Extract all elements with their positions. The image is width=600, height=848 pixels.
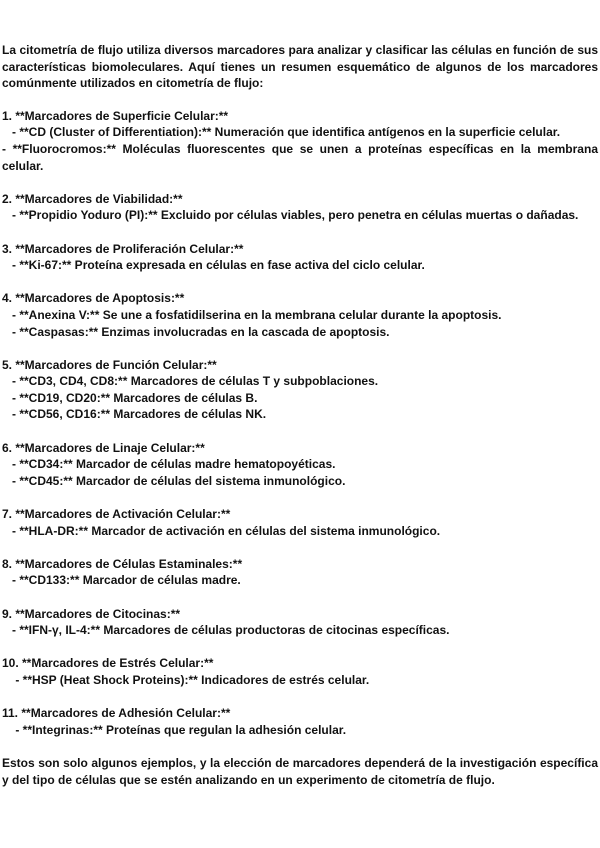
section-heading: 10. **Marcadores de Estrés Celular:** (2, 656, 214, 671)
section-heading: 9. **Marcadores de Citocinas:** (2, 606, 181, 621)
section-heading: 3. **Marcadores de Proliferación Celular:** (2, 241, 244, 256)
section-heading: 4. **Marcadores de Apoptosis:** (2, 291, 185, 306)
list-item: - **HSP (Heat Shock Proteins):** Indicadores de estrés celular. (2, 672, 370, 687)
document-body (2, 42, 598, 788)
section-heading: 2. **Marcadores de Viabilidad:** (2, 191, 183, 206)
section-7 (2, 506, 598, 539)
list-item: - **Propidio Yoduro (PI):** Excluido por células viables, pero penetra en células muertas o dañadas. (2, 208, 579, 223)
list-item: - **CD34:** Marcador de células madre hematopoyéticas. (2, 457, 336, 472)
list-item: - **Ki-67:** Proteína expresada en células en fase activa del ciclo celular. (2, 258, 425, 273)
section-9 (2, 606, 598, 639)
list-item: - **CD56, CD16:** Marcadores de células NK. (2, 407, 267, 422)
section-8 (2, 556, 598, 589)
list-item: - **CD (Cluster of Differentiation):** Numeración que identifica antígenos en la superficie celular. (2, 125, 561, 140)
section-4 (2, 290, 598, 340)
section-heading: 5. **Marcadores de Función Celular:** (2, 357, 217, 372)
section-heading: 1. **Marcadores de Superficie Celular:** (2, 108, 229, 123)
list-item: - **Fluorocromos:** Moléculas fluorescentes que se unen a proteínas específicas en la membrana celular. (2, 141, 598, 173)
section-11 (2, 705, 598, 738)
section-6 (2, 440, 598, 490)
list-item: - **CD3, CD4, CD8:** Marcadores de células T y subpoblaciones. (2, 374, 379, 389)
intro-paragraph: La citometría de flujo utiliza diversos marcadores para analizar y clasificar las células en función de sus características biomoleculares. Aquí tienes un resumen esquemático de algunos de los marcadores comúnmente utilizados en citometría de flujo: (2, 43, 598, 91)
section-heading: 8. **Marcadores de Células Estaminales:** (2, 556, 243, 571)
section-10 (2, 655, 598, 688)
list-item: - **CD133:** Marcador de células madre. (2, 573, 241, 588)
list-item: - **Anexina V:** Se une a fosfatidilserina en la membrana celular durante la apoptosis. (2, 307, 502, 322)
closing-paragraph: Estos son solo algunos ejemplos, y la elección de marcadores dependerá de la investigación específica y del tipo de células que se estén analizando en un experimento de citometría de flujo. (2, 755, 598, 787)
list-item: - **Caspasas:** Enzimas involucradas en la cascada de apoptosis. (2, 324, 390, 339)
section-2 (2, 191, 598, 224)
list-item: - **Integrinas:** Proteínas que regulan la adhesión celular. (2, 722, 347, 737)
list-item: - **HLA-DR:** Marcador de activación en células del sistema inmunológico. (2, 523, 441, 538)
section-heading: 7. **Marcadores de Activación Celular:** (2, 507, 231, 522)
section-1 (2, 108, 598, 174)
section-heading: 6. **Marcadores de Linaje Celular:** (2, 440, 205, 455)
list-item: - **CD45:** Marcador de células del sistema inmunológico. (2, 473, 346, 488)
section-heading: 11. **Marcadores de Adhesión Celular:** (2, 706, 231, 721)
section-3 (2, 241, 598, 274)
list-item: - **IFN-γ, IL-4:** Marcadores de células productoras de citocinas específicas. (2, 623, 450, 638)
section-5 (2, 357, 598, 423)
list-item: - **CD19, CD20:** Marcadores de células B. (2, 390, 258, 405)
